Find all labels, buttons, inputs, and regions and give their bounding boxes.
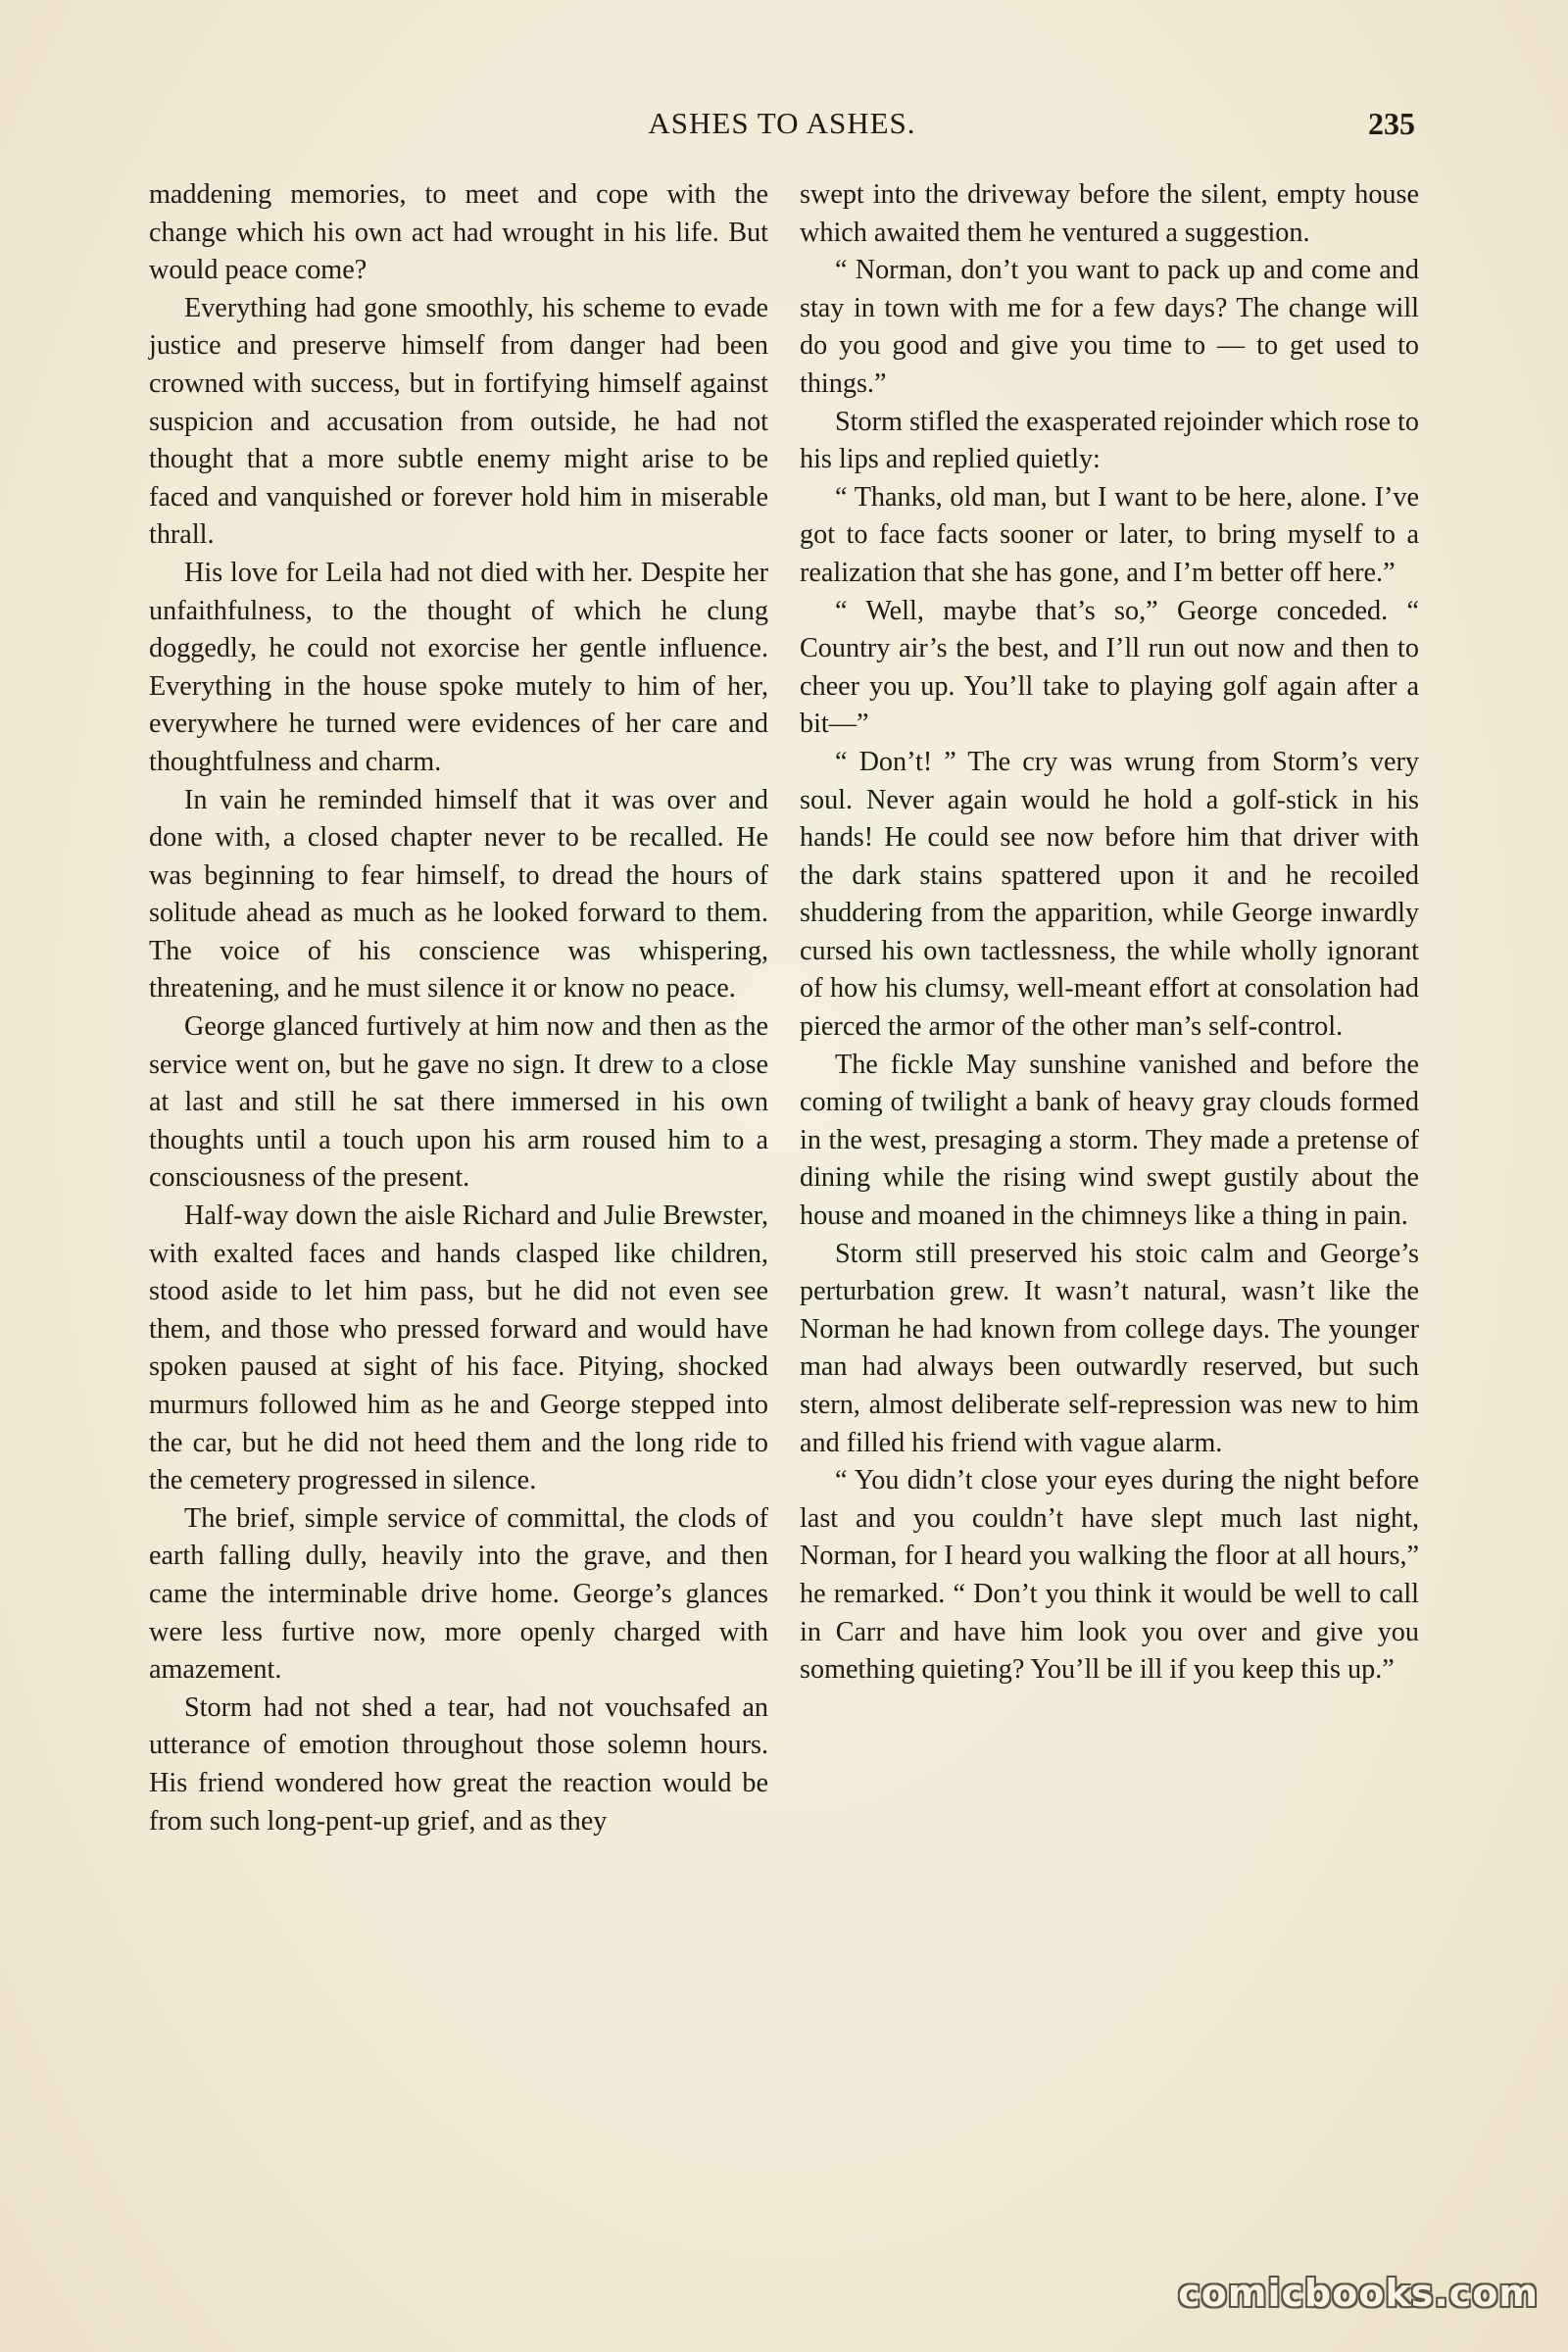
page-header	[149, 106, 1415, 155]
paragraph: Storm still preserved his stoic calm and George’s perturbation grew. It wasn’t natural, wasn’t like the Norman he had known from college days. The younger man had always been outwardly reserved, but such stern, almost deliberate self-repression was new to him and filled his friend with vague alarm.	[800, 1238, 1419, 1458]
paragraph: “ Don’t! ” The cry was wrung from Storm’s very soul. Never again would he hold a golf-stick in his hands! He could see now before him that driver with the dark stains spattered upon it and he recoiled shuddering from the apparition, while George inwardly cursed his own tactlessness, the while wholly ignorant of how his clumsy, well-meant effort at consolation had pierced the armor of the other man’s self-control.	[800, 746, 1419, 1043]
paragraph: swept into the driveway before the silent, empty house which awaited them he ventured a suggestion.	[800, 179, 1419, 248]
left-column	[149, 176, 768, 1840]
paragraph: Storm stifled the exasperated rejoinder which rose to his lips and replied quietly:	[800, 406, 1419, 475]
paragraph: “ Norman, don’t you want to pack up and come and stay in town with me for a few days? The change will do you good and give you time to — to get used to things.”	[800, 255, 1419, 399]
page-number: 235	[1368, 106, 1415, 141]
watermark-logo: comicbooks.com	[1178, 2272, 1539, 2315]
right-column	[800, 176, 1419, 1690]
paragraph: maddening memories, to meet and cope with the change which his own act had wrought in his life. But would peace come?	[149, 179, 768, 286]
paragraph: “ You didn’t close your eyes during the night before last and you couldn’t have slept much last night, Norman, for I heard you walking the floor at all hours,” he remarked. “ Don’t you think it would be well to call in Carr and have him look you over and give you something quieting? You’ll be ill if you keep this up.”	[800, 1465, 1419, 1686]
paragraph: “ Thanks, old man, but I want to be here, alone. I’ve got to face facts sooner or later, to bring myself to a realization that she has gone, and I’m better off here.”	[800, 481, 1419, 588]
paragraph: George glanced furtively at him now and then as the service went on, but he gave no sign. It drew to a close at last and still he sat there immersed in his own thoughts until a touch upon his arm roused him to a consciousness of the present.	[149, 1011, 768, 1194]
paragraph: In vain he reminded himself that it was over and done with, a closed chapter never to be recalled. He was beginning to fear himself, to dread the hours of solitude ahead as much as he looked forward to them. The voice of his conscience was whispering, threatening, and he must silence it or know no peace.	[149, 784, 768, 1004]
paragraph: His love for Leila had not died with her. Despite her unfaithfulness, to the thought of which he clung doggedly, he could not exorcise her gentle influence. Everything in the house spoke mutely to him of her, everywhere he turned were evidences of her care and thoughtfulness and charm.	[149, 557, 768, 777]
paragraph: “ Well, maybe that’s so,” George conceded. “ Country air’s the best, and I’ll run out now and then to cheer you up. You’ll take to playing golf again after a bit—”	[800, 595, 1419, 740]
paragraph: The brief, simple service of committal, the clods of earth falling dully, heavily into the grave, and then came the interminable drive home. George’s glances were less furtive now, more openly charged with amazement.	[149, 1502, 768, 1686]
paragraph: Everything had gone smoothly, his scheme to evade justice and preserve himself from danger had been crowned with success, but in fortifying himself against suspicion and accusation from outside, he had not thought that a more subtle enemy might arise to be faced and vanquished or forever hold him in miserable thrall.	[149, 292, 768, 551]
running-title: ASHES TO ASHES.	[648, 106, 916, 140]
paragraph: The fickle May sunshine vanished and before the coming of twilight a bank of heavy gray clouds formed in the west, presaging a storm. They made a pretense of dining while the rising wind swept gustily about the house and moaned in the chimneys like a thing in pain.	[800, 1049, 1419, 1232]
paragraph: Storm had not shed a tear, had not vouchsafed an utterance of emotion throughout those solemn hours. His friend wondered how great the reaction would be from such long-pent-up grief, and as they	[149, 1691, 768, 1837]
paragraph: Half-way down the aisle Richard and Julie Brewster, with exalted faces and hands clasped like children, stood aside to let him pass, but he did not even see them, and those who pressed forward and would have spoken paused at sight of his face. Pitying, shocked murmurs followed him as he and George stepped into the car, but he did not heed them and the long ride to the cemetery progressed in silence.	[149, 1200, 768, 1496]
